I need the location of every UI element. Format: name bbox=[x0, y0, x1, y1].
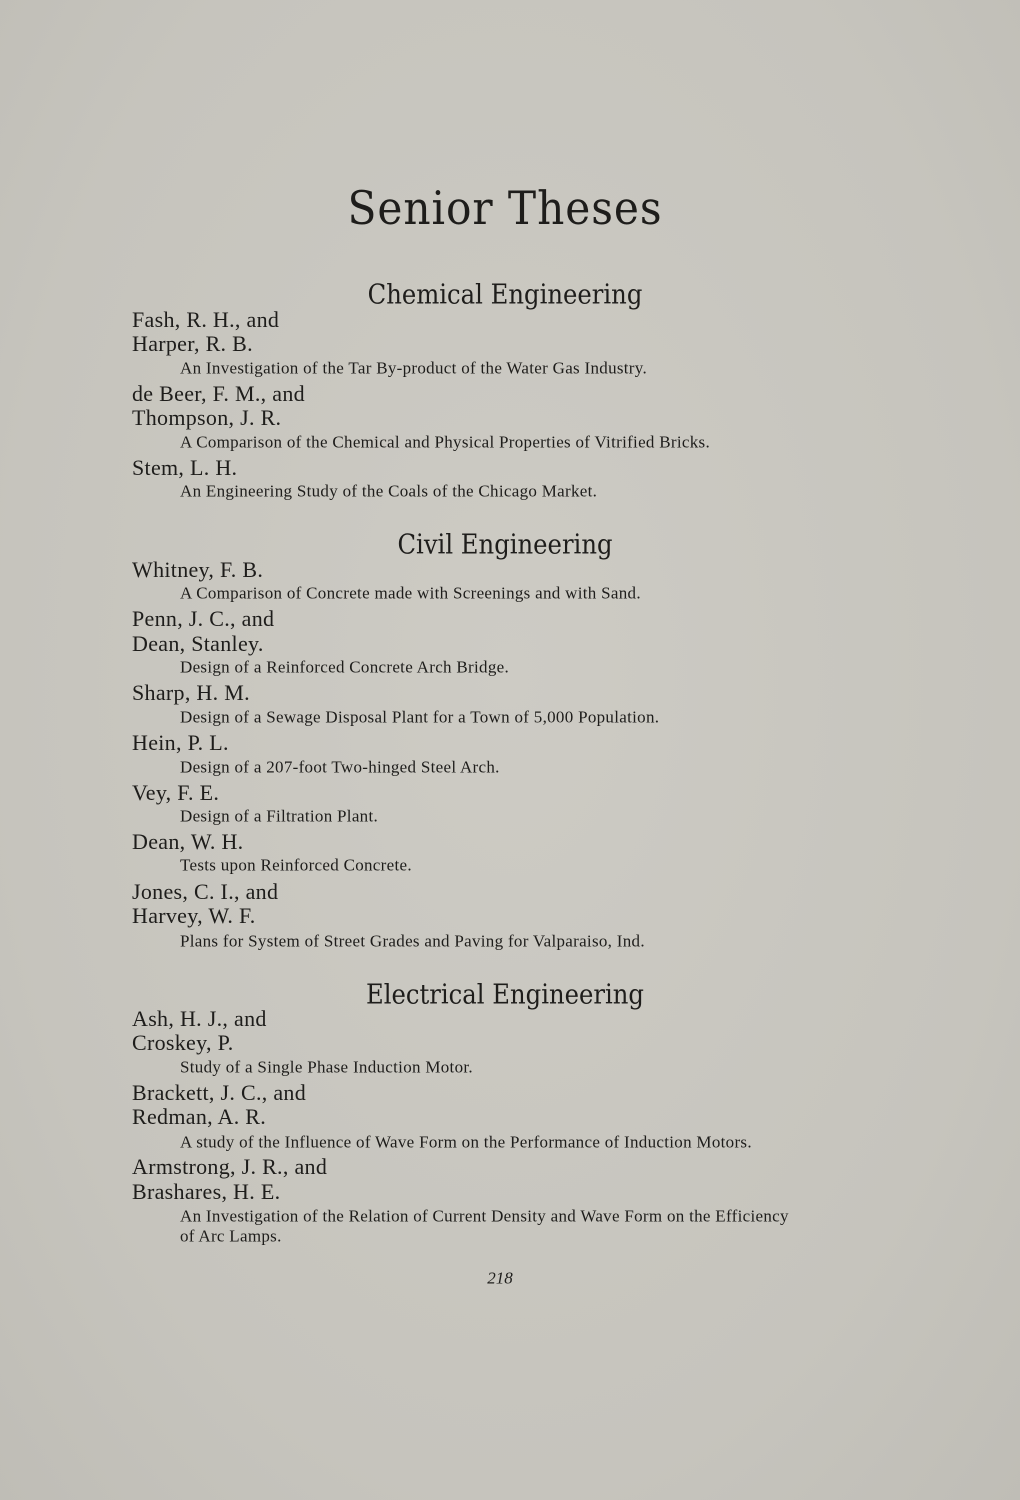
thesis-title: Design of a Reinforced Concrete Arch Bridge. bbox=[180, 657, 510, 677]
thesis-title: of Arc Lamps. bbox=[180, 1226, 282, 1246]
thesis-author: Ash, H. J., and bbox=[132, 1006, 267, 1031]
thesis-title: Tests upon Reinforced Concrete. bbox=[180, 855, 412, 875]
thesis-title: An Investigation of the Relation of Current Density and Wave Form on the Efficiency bbox=[180, 1206, 789, 1226]
thesis-author: de Beer, F. M., and bbox=[132, 381, 305, 406]
thesis-title: Design of a Sewage Disposal Plant for a Town of 5,000 Population. bbox=[180, 707, 660, 727]
thesis-author: Hein, P. L. bbox=[132, 730, 229, 755]
thesis-author: Harvey, W. F. bbox=[132, 903, 256, 928]
thesis-title: Design of a Filtration Plant. bbox=[180, 806, 379, 826]
thesis-title: Study of a Single Phase Induction Motor. bbox=[180, 1057, 473, 1077]
thesis-title: Design of a 207-foot Two-hinged Steel Arch. bbox=[180, 757, 500, 777]
thesis-author: Vey, F. E. bbox=[132, 780, 220, 805]
page-number: 218 bbox=[487, 1268, 513, 1288]
thesis-author: Harper, R. B. bbox=[132, 331, 253, 356]
thesis-author: Redman, A. R. bbox=[132, 1104, 267, 1129]
thesis-title: Plans for System of Street Grades and Paving for Valparaiso, Ind. bbox=[180, 931, 645, 951]
page-title: Senior Theses bbox=[347, 181, 663, 235]
thesis-author: Fash, R. H., and bbox=[132, 307, 280, 332]
thesis-author: Dean, Stanley. bbox=[132, 631, 264, 656]
thesis-title: A Comparison of the Chemical and Physical Properties of Vitrified Bricks. bbox=[180, 432, 711, 452]
thesis-title: An Investigation of the Tar By-product of the Water Gas Industry. bbox=[180, 358, 648, 378]
thesis-author: Sharp, H. M. bbox=[132, 680, 250, 705]
thesis-author: Jones, C. I., and bbox=[132, 879, 279, 904]
thesis-title: An Engineering Study of the Coals of the Chicago Market. bbox=[180, 481, 598, 501]
section-heading: Civil Engineering bbox=[397, 529, 613, 561]
thesis-author: Whitney, F. B. bbox=[132, 557, 264, 582]
section-heading: Electrical Engineering bbox=[366, 979, 644, 1011]
section-heading: Chemical Engineering bbox=[367, 279, 643, 311]
thesis-author: Croskey, P. bbox=[132, 1030, 234, 1055]
thesis-author: Armstrong, J. R., and bbox=[132, 1154, 328, 1179]
thesis-author: Dean, W. H. bbox=[132, 829, 244, 854]
thesis-title: A Comparison of Concrete made with Screenings and with Sand. bbox=[180, 583, 641, 603]
thesis-author: Thompson, J. R. bbox=[132, 405, 282, 430]
thesis-title: A study of the Influence of Wave Form on the Performance of Induction Motors. bbox=[180, 1132, 752, 1152]
thesis-author: Stem, L. H. bbox=[132, 455, 238, 480]
thesis-author: Penn, J. C., and bbox=[132, 606, 275, 631]
thesis-author: Brackett, J. C., and bbox=[132, 1080, 307, 1105]
thesis-author: Brashares, H. E. bbox=[132, 1179, 281, 1204]
